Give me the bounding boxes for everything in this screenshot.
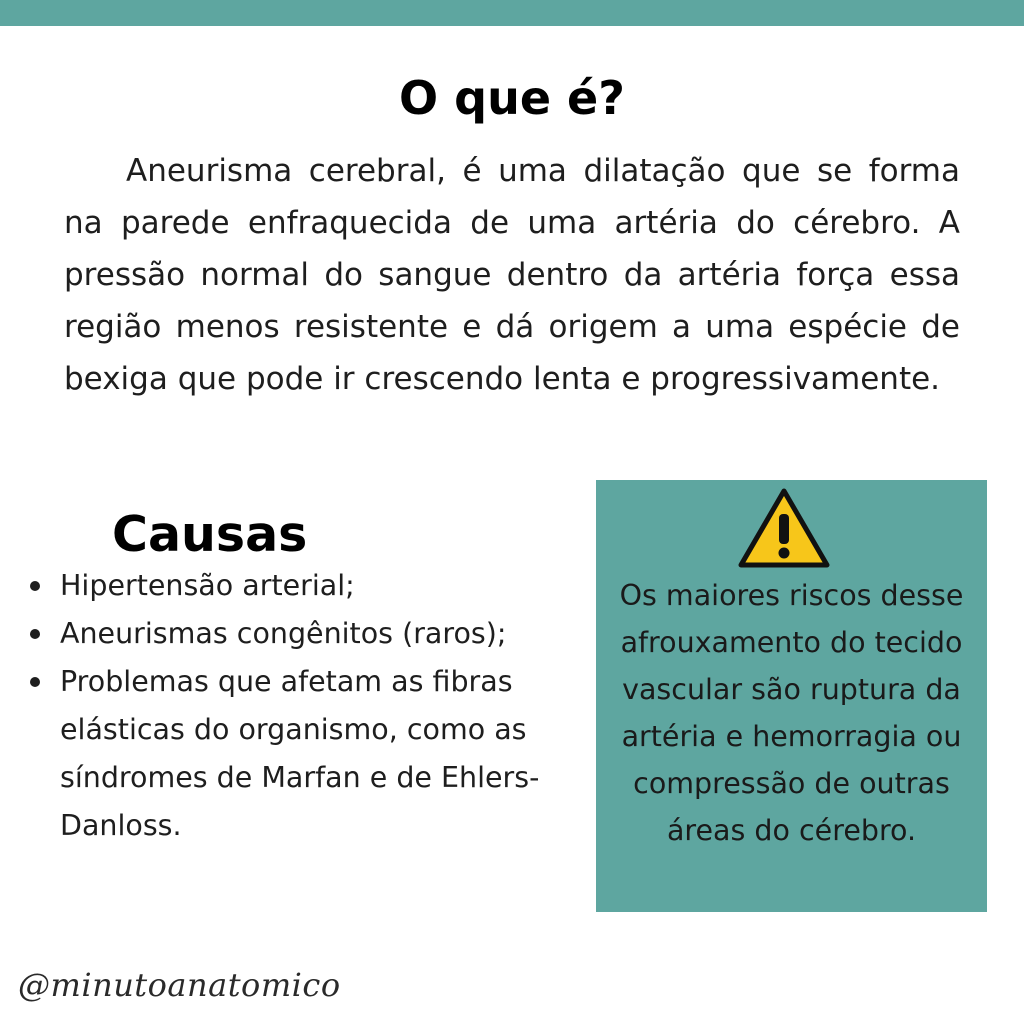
causes-heading: Causas [112, 506, 308, 563]
risk-callout-box [596, 480, 987, 912]
list-item [26, 610, 586, 658]
list-item [26, 658, 586, 850]
bullet-icon [30, 629, 40, 639]
definition-paragraph: Aneurisma cerebral, é uma dilatação que se forma na parede enfraquecida de uma artéria do cérebro. A pressão normal do sangue dentro da artéria força essa região menos resistente e dá origem a uma espécie de bexiga que pode ir crescendo lenta e progressivamente. [64, 153, 960, 397]
list-item [26, 562, 586, 610]
risk-text: Os maiores riscos desse afrouxamento do tecido vascular são ruptura da artéria e hemorragia ou compressão de outras áreas do cérebro. [619, 579, 964, 847]
bullet-icon [30, 677, 40, 687]
cause-text: Problemas que afetam as fibras elásticas do organismo, como as síndromes de Marfan e de Ehlers-Danloss. [60, 665, 540, 842]
cause-text: Aneurismas congênitos (raros); [60, 617, 507, 650]
causes-list [26, 562, 586, 850]
bullet-icon [30, 581, 40, 591]
warning-triangle-icon [736, 486, 832, 570]
page-title: O que é? [399, 71, 625, 125]
author-handle: @minutoanatomico [18, 966, 341, 1004]
cause-text: Hipertensão arterial; [60, 569, 355, 602]
top-accent-bar [0, 0, 1024, 26]
